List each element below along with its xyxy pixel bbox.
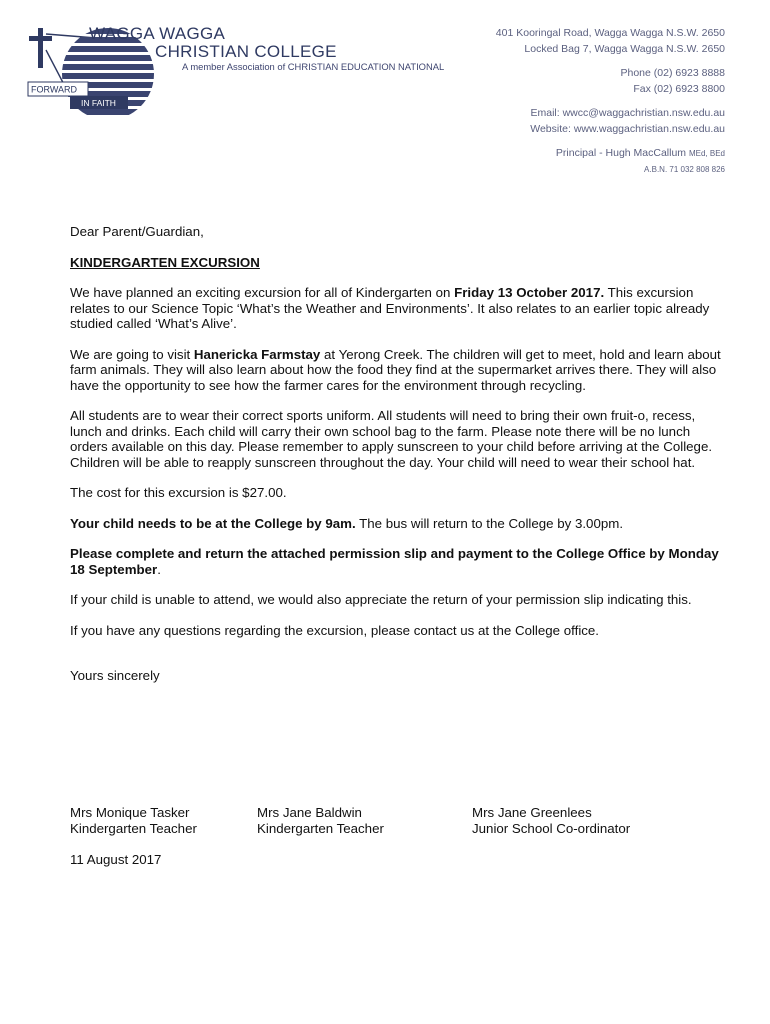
paragraph-intro: We have planned an exciting excursion for all of Kindergarten on Friday 13 October 2017. This excursion relates to our Science Topic ‘What’s the Weather and Environments’. It also relates to an earlier topic already studied called ‘What’s Alive’. bbox=[70, 285, 710, 331]
paragraph-uniform: All students are to wear their correct sports uniform. All students will need to bring their own fruit-o, recess, lunch and drinks. Each child will carry their own school bag to the farm. Please note there will be no lunch orders available on this day. Please remember to apply sunscreen to your child before arriving at the College. Children will be able to reapply sunscreen throughout the day. Your child will need to wear their school hat. bbox=[70, 408, 713, 470]
member-association: A member Association of CHRISTIAN EDUCATION NATIONAL bbox=[182, 61, 445, 72]
principal-quals: MEd, BEd bbox=[688, 149, 725, 158]
excursion-date: Friday 13 October 2017. bbox=[454, 285, 605, 300]
principal bbox=[496, 145, 725, 162]
signatory-name: Mrs Jane Greenlees bbox=[472, 805, 592, 820]
paragraph-cost: The cost for this excursion is $27.00. bbox=[70, 485, 287, 500]
signatory-role: Kindergarten Teacher bbox=[257, 821, 384, 836]
website: Website: www.waggachristian.nsw.edu.au bbox=[530, 123, 725, 135]
paragraph-questions: If you have any questions regarding the excursion, please contact us at the College office. bbox=[70, 622, 600, 638]
phone: Phone (02) 6923 8888 bbox=[620, 67, 725, 79]
contact-block bbox=[496, 25, 725, 178]
fax: Fax (02) 6923 8800 bbox=[633, 83, 725, 95]
email: Email: wwcc@waggachristian.nsw.edu.au bbox=[530, 107, 725, 119]
closing: Yours sincerely bbox=[70, 668, 160, 683]
letter-body bbox=[70, 224, 730, 684]
motto-top: FORWARD bbox=[31, 84, 77, 95]
college-name-line1: WAGGA WAGGA bbox=[89, 24, 226, 43]
signatory-3 bbox=[472, 805, 630, 837]
salutation: Dear Parent/Guardian, bbox=[70, 224, 204, 239]
signatory-2 bbox=[257, 805, 384, 837]
principal-name: Principal - Hugh MacCallum bbox=[555, 147, 687, 159]
college-name-line2: CHRISTIAN COLLEGE bbox=[155, 42, 337, 61]
letterhead bbox=[0, 0, 770, 174]
paragraph-arrival: Your child needs to be at the College by 9am. The bus will return to the College by 3.00pm. bbox=[70, 515, 624, 531]
signatory-role: Kindergarten Teacher bbox=[70, 821, 197, 836]
paragraph-unable: If your child is unable to attend, we would also appreciate the return of your permission slip indicating this. bbox=[70, 592, 692, 607]
signatory-name: Mrs Jane Baldwin bbox=[257, 805, 362, 820]
abn: A.B.N. 71 032 808 826 bbox=[644, 165, 725, 174]
paragraph-visit: We are going to visit Hanericka Farmstay at Yerong Creek. The children will get to meet, hold and learn about farm animals. They will also learn about how the food they find at the supermarket arrives there. They will also have the opportunity to see how the farmer cares for the environment through recycling. bbox=[70, 346, 721, 393]
address-line2: Locked Bag 7, Wagga Wagga N.S.W. 2650 bbox=[524, 43, 725, 55]
signatory-name: Mrs Monique Tasker bbox=[70, 805, 190, 820]
address-line1: 401 Kooringal Road, Wagga Wagga N.S.W. 2650 bbox=[495, 27, 725, 39]
motto-bottom: IN FAITH bbox=[81, 98, 116, 108]
signatures bbox=[70, 805, 730, 841]
signatory-1 bbox=[70, 805, 197, 837]
signatory-role: Junior School Co-ordinator bbox=[472, 821, 631, 836]
letter-date: 11 August 2017 bbox=[70, 852, 162, 867]
letter-heading: KINDERGARTEN EXCURSION bbox=[70, 254, 260, 270]
paragraph-permission: Please complete and return the attached permission slip and payment to the College Office by Monday 18 September. bbox=[70, 546, 719, 577]
venue-name: Hanericka Farmstay bbox=[193, 346, 321, 362]
